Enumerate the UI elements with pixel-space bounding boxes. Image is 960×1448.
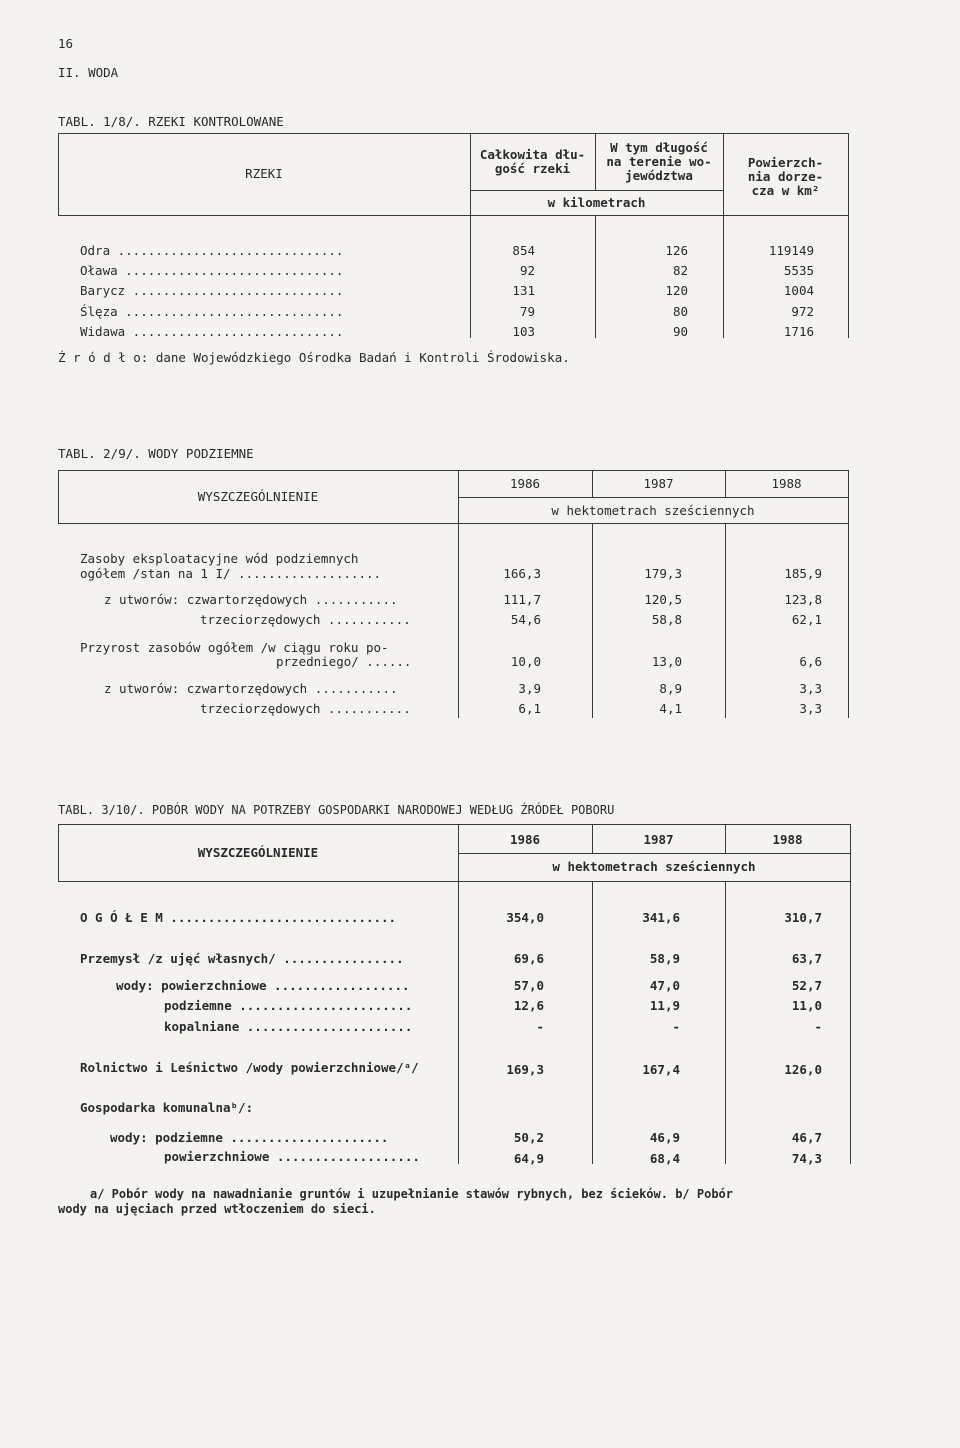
t2-row-label: trzeciorzędowych ........... <box>200 612 411 627</box>
t3-value-1987: 47,0 <box>649 978 680 993</box>
t3-row-label: wody: powierzchniowe .................. <box>116 978 410 993</box>
t3-head-year-1986: 1986 <box>509 832 541 847</box>
t3-value-1986: - <box>536 1019 544 1034</box>
t2-value-1986: 166,3 <box>503 566 541 581</box>
t1-basin-area: 119149 <box>768 243 814 258</box>
page-number: 16 <box>58 36 74 51</box>
chapter-title: II. WODA <box>58 65 119 80</box>
t3-head-year-1988: 1988 <box>772 832 803 847</box>
t1-basin-area: 1004 <box>783 283 814 298</box>
t2-value-1988: 185,9 <box>784 566 822 581</box>
t3-value-1988: 52,7 <box>791 978 822 993</box>
t3-value-1986: 354,0 <box>506 910 544 925</box>
t1-head-rivers: RZEKI <box>245 166 283 181</box>
t2-value-1987: 179,3 <box>644 566 682 581</box>
t3-value-1987: 341,6 <box>642 910 680 925</box>
table2-title: TABL. 2/9/. WODY PODZIEMNE <box>58 446 254 461</box>
t1-river-name: Ślęza ............................. <box>80 304 344 319</box>
t3-value-1988: 74,3 <box>791 1151 822 1166</box>
t3-value-1986: 69,6 <box>513 951 544 966</box>
table1-source: Ź r ó d ł o: dane Wojewódzkiego Ośrodka Badań i Kontroli Środowiska. <box>58 350 570 365</box>
t3-value-1988: 310,7 <box>784 910 822 925</box>
t1-head-units: w kilometrach <box>547 195 646 210</box>
t2-row-label: z utworów: czwartorzędowych ........... <box>104 592 398 607</box>
t1-basin-area: 5535 <box>783 263 814 278</box>
t1-river-name: Widawa ............................ <box>80 324 344 339</box>
t1-voiv-length: 90 <box>672 324 688 339</box>
t3-value-1988: 63,7 <box>791 951 822 966</box>
t1-basin-area: 972 <box>791 304 814 319</box>
t1-total-length: 103 <box>512 324 535 339</box>
t3-value-1987: 68,4 <box>649 1151 680 1166</box>
t2-value-1988: 62,1 <box>791 612 822 627</box>
t1-total-length: 79 <box>519 304 535 319</box>
t3-value-1988: - <box>814 1019 822 1034</box>
table3-footnote-2: wody na ujęciach przed wtłoczeniem do sieci. <box>58 1202 376 1216</box>
t3-row-label: wody: podziemne ..................... <box>110 1130 389 1145</box>
t1-basin-area: 1716 <box>783 324 814 339</box>
t1-river-name: Oława ............................. <box>80 263 344 278</box>
t2-value-1987: 8,9 <box>659 681 682 696</box>
t2-value-1986: 111,7 <box>503 592 541 607</box>
t2-row-label: Przyrost zasobów ogółem /w ciągu roku po- <box>80 640 389 655</box>
t2-value-1986: 10,0 <box>510 654 541 669</box>
t1-head-area-1: Powierzch- <box>747 155 824 170</box>
t2-head-spec: WYSZCZEGÓLNIENIE <box>197 489 319 504</box>
t3-value-1988: 46,7 <box>791 1130 822 1145</box>
t2-row-label: Zasoby eksploatacyjne wód podziemnych <box>80 551 359 566</box>
table3-footnote-1: a/ Pobór wody na nawadnianie gruntów i uzupełnianie stawów rybnych, bez ścieków. b/ Pobór <box>90 1187 733 1201</box>
t1-head-voiv-2: na terenie wo- <box>606 154 712 169</box>
t3-value-1987: 167,4 <box>642 1062 680 1077</box>
t3-value-1986: 50,2 <box>513 1130 544 1145</box>
t1-head-voiv-1: W tym długość <box>610 140 708 155</box>
t3-row-label: powierzchniowe ................... <box>164 1149 420 1164</box>
t1-river-name: Odra .............................. <box>80 243 344 258</box>
t1-head-length-2: gość rzeki <box>494 161 571 176</box>
t1-voiv-length: 80 <box>672 304 688 319</box>
t2-head-units: w hektometrach sześciennych <box>551 503 755 518</box>
t2-head-year-1988: 1988 <box>771 476 802 491</box>
t2-value-1988: 3,3 <box>799 701 822 716</box>
t2-value-1986: 3,9 <box>518 681 541 696</box>
t2-row-label: z utworów: czwartorzędowych ........... <box>104 681 398 696</box>
t1-total-length: 131 <box>512 283 535 298</box>
t1-total-length: 854 <box>512 243 535 258</box>
t3-row-label: Gospodarka komunalnaᵇ/: <box>80 1100 254 1115</box>
table1-title: TABL. 1/8/. RZEKI KONTROLOWANE <box>58 114 284 129</box>
t2-head-year-1986: 1986 <box>509 476 541 491</box>
t2-head-year-1987: 1987 <box>643 476 674 491</box>
t3-value-1987: 46,9 <box>649 1130 680 1145</box>
t1-head-area-2: nia dorze- <box>747 169 824 184</box>
t2-value-1988: 3,3 <box>799 681 822 696</box>
t2-value-1988: 123,8 <box>784 592 822 607</box>
t2-value-1986: 6,1 <box>518 701 541 716</box>
t2-value-1986: 54,6 <box>510 612 541 627</box>
t1-voiv-length: 120 <box>665 283 688 298</box>
t3-value-1986: 57,0 <box>513 978 544 993</box>
t3-row-label: podziemne ....................... <box>164 998 413 1013</box>
t2-value-1987: 4,1 <box>659 701 682 716</box>
t3-head-year-1987: 1987 <box>643 832 674 847</box>
t3-row-label: kopalniane ...................... <box>164 1019 413 1034</box>
t2-value-1987: 58,8 <box>651 612 682 627</box>
table3-title: TABL. 3/10/. POBÓR WODY NA POTRZEBY GOSPODARKI NARODOWEJ WEDŁUG ŹRÓDEŁ POBORU <box>58 803 615 817</box>
t1-total-length: 92 <box>519 263 535 278</box>
t2-row-label: trzeciorzędowych ........... <box>200 701 411 716</box>
t1-head-length-1: Całkowita dłu- <box>479 147 586 162</box>
t3-value-1986: 169,3 <box>506 1062 544 1077</box>
t1-head-voiv-3: jewództwa <box>625 168 693 183</box>
t2-value-1987: 13,0 <box>651 654 682 669</box>
t3-head-units: w hektometrach sześciennych <box>552 859 756 874</box>
t2-row-label: ogółem /stan na 1 I/ ................... <box>80 566 382 581</box>
t3-value-1988: 126,0 <box>784 1062 822 1077</box>
t3-value-1986: 64,9 <box>513 1151 544 1166</box>
t2-value-1988: 6,6 <box>799 654 822 669</box>
t3-row-label: O G Ó Ł E M .............................. <box>80 910 397 925</box>
t1-head-area-3: cza w km² <box>751 183 820 198</box>
t3-row-label: Przemysł /z ujęć własnych/ ................ <box>80 951 404 966</box>
t3-value-1986: 12,6 <box>513 998 544 1013</box>
t3-value-1987: 58,9 <box>649 951 680 966</box>
t1-river-name: Barycz ............................ <box>80 283 344 298</box>
t2-row-label: przedniego/ ...... <box>276 654 412 669</box>
t3-head-spec: WYSZCZEGÓLNIENIE <box>197 845 319 860</box>
t1-voiv-length: 126 <box>665 243 688 258</box>
t3-value-1987: 11,9 <box>649 998 680 1013</box>
t1-voiv-length: 82 <box>672 263 688 278</box>
t3-value-1987: - <box>672 1019 680 1034</box>
t2-value-1987: 120,5 <box>644 592 682 607</box>
t3-value-1988: 11,0 <box>791 998 822 1013</box>
t3-row-label: Rolnictwo i Leśnictwo /wody powierzchniowe/ᵃ/ <box>80 1060 419 1075</box>
